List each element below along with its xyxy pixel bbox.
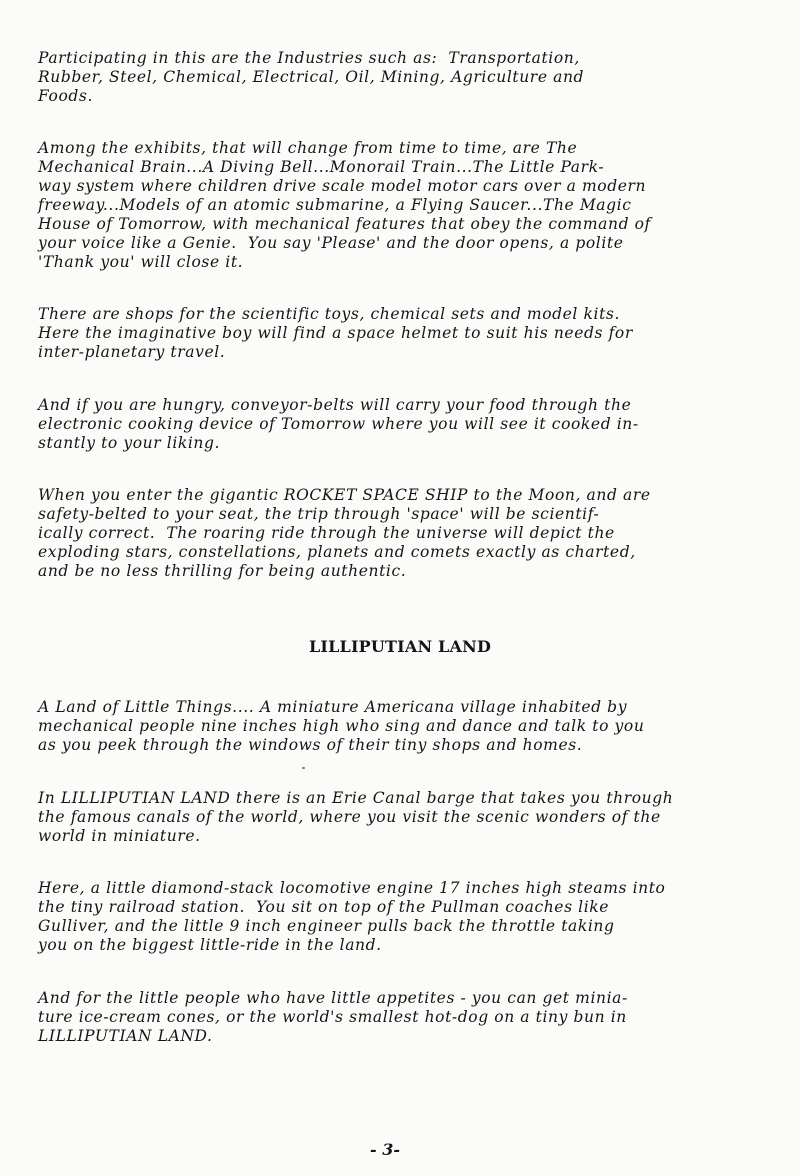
text-line: as you peek through the windows of their tiny shops and homes. bbox=[38, 736, 583, 754]
text-line: Mechanical Brain...A Diving Bell...Monorail Train...The Little Park- bbox=[38, 158, 605, 176]
paragraph-shops bbox=[38, 305, 758, 362]
text-line: LILLIPUTIAN LAND. bbox=[38, 1027, 213, 1045]
text-line: There are shops for the scientific toys, chemical sets and model kits. bbox=[38, 305, 620, 323]
paragraph-erie-canal bbox=[38, 789, 758, 846]
page-number: - 3- bbox=[370, 1140, 400, 1159]
text-line: When you enter the gigantic ROCKET SPACE SHIP to the Moon, and are bbox=[38, 486, 651, 504]
text-line: the tiny railroad station. You sit on top of the Pullman coaches like bbox=[38, 898, 610, 916]
paragraph-industries bbox=[38, 49, 758, 106]
text-line: And if you are hungry, conveyor-belts will carry your food through the bbox=[38, 396, 632, 414]
text-line: Among the exhibits, that will change from time to time, are The bbox=[38, 139, 578, 157]
text-line: Here, a little diamond-stack locomotive engine 17 inches high steams into bbox=[38, 879, 666, 897]
text-line: exploding stars, constellations, planets and comets exactly as charted, bbox=[38, 543, 636, 561]
text-line: way system where children drive scale model motor cars over a modern bbox=[38, 177, 647, 195]
paragraph-hungry bbox=[38, 396, 758, 453]
text-line: inter-planetary travel. bbox=[38, 343, 226, 361]
text-line: and be no less thrilling for being authentic. bbox=[38, 562, 407, 580]
text-line: world in miniature. bbox=[38, 827, 201, 845]
text-line: House of Tomorrow, with mechanical features that obey the command of bbox=[38, 215, 651, 233]
text-line: A Land of Little Things.... A miniature Americana village inhabited by bbox=[38, 698, 628, 716]
text-line: 'Thank you' will close it. bbox=[38, 253, 244, 271]
text-line: ically correct. The roaring ride through the universe will depict the bbox=[38, 524, 615, 542]
text-line: Rubber, Steel, Chemical, Electrical, Oil, Mining, Agriculture and bbox=[38, 68, 585, 86]
text-line: Gulliver, and the little 9 inch engineer pulls back the throttle taking bbox=[38, 917, 615, 935]
text-line: Here the imaginative boy will find a space helmet to suit his needs for bbox=[38, 324, 633, 342]
text-line: And for the little people who have little appetites - you can get minia- bbox=[38, 989, 628, 1007]
paragraph-little-appetites bbox=[38, 989, 758, 1046]
text-line: mechanical people nine inches high who sing and dance and talk to you bbox=[38, 717, 645, 735]
text-line: electronic cooking device of Tomorrow where you will see it cooked in- bbox=[38, 415, 639, 433]
text-line: you on the biggest little-ride in the land. bbox=[38, 936, 382, 954]
paragraph-locomotive bbox=[38, 879, 758, 955]
paragraph-exhibits bbox=[38, 139, 758, 272]
print-speck bbox=[302, 767, 305, 769]
text-line: safety-belted to your seat, the trip through 'space' will be scientif- bbox=[38, 505, 600, 523]
section-heading: LILLIPUTIAN LAND bbox=[308, 637, 492, 656]
text-line: Participating in this are the Industries such as: Transportation, bbox=[38, 49, 580, 67]
text-line: freeway...Models of an atomic submarine, a Flying Saucer...The Magic bbox=[38, 196, 632, 214]
text-line: the famous canals of the world, where you visit the scenic wonders of the bbox=[38, 808, 661, 826]
text-line: ture ice-cream cones, or the world's smallest hot-dog on a tiny bun in bbox=[38, 1008, 627, 1026]
text-line: your voice like a Genie. You say 'Please' and the door opens, a polite bbox=[38, 234, 624, 252]
paragraph-rocket-ship bbox=[38, 486, 758, 581]
text-line: Foods. bbox=[38, 87, 93, 105]
paragraph-land-of-little-things bbox=[38, 698, 758, 755]
text-line: stantly to your liking. bbox=[38, 434, 221, 452]
text-line: In LILLIPUTIAN LAND there is an Erie Canal barge that takes you through bbox=[38, 789, 674, 807]
